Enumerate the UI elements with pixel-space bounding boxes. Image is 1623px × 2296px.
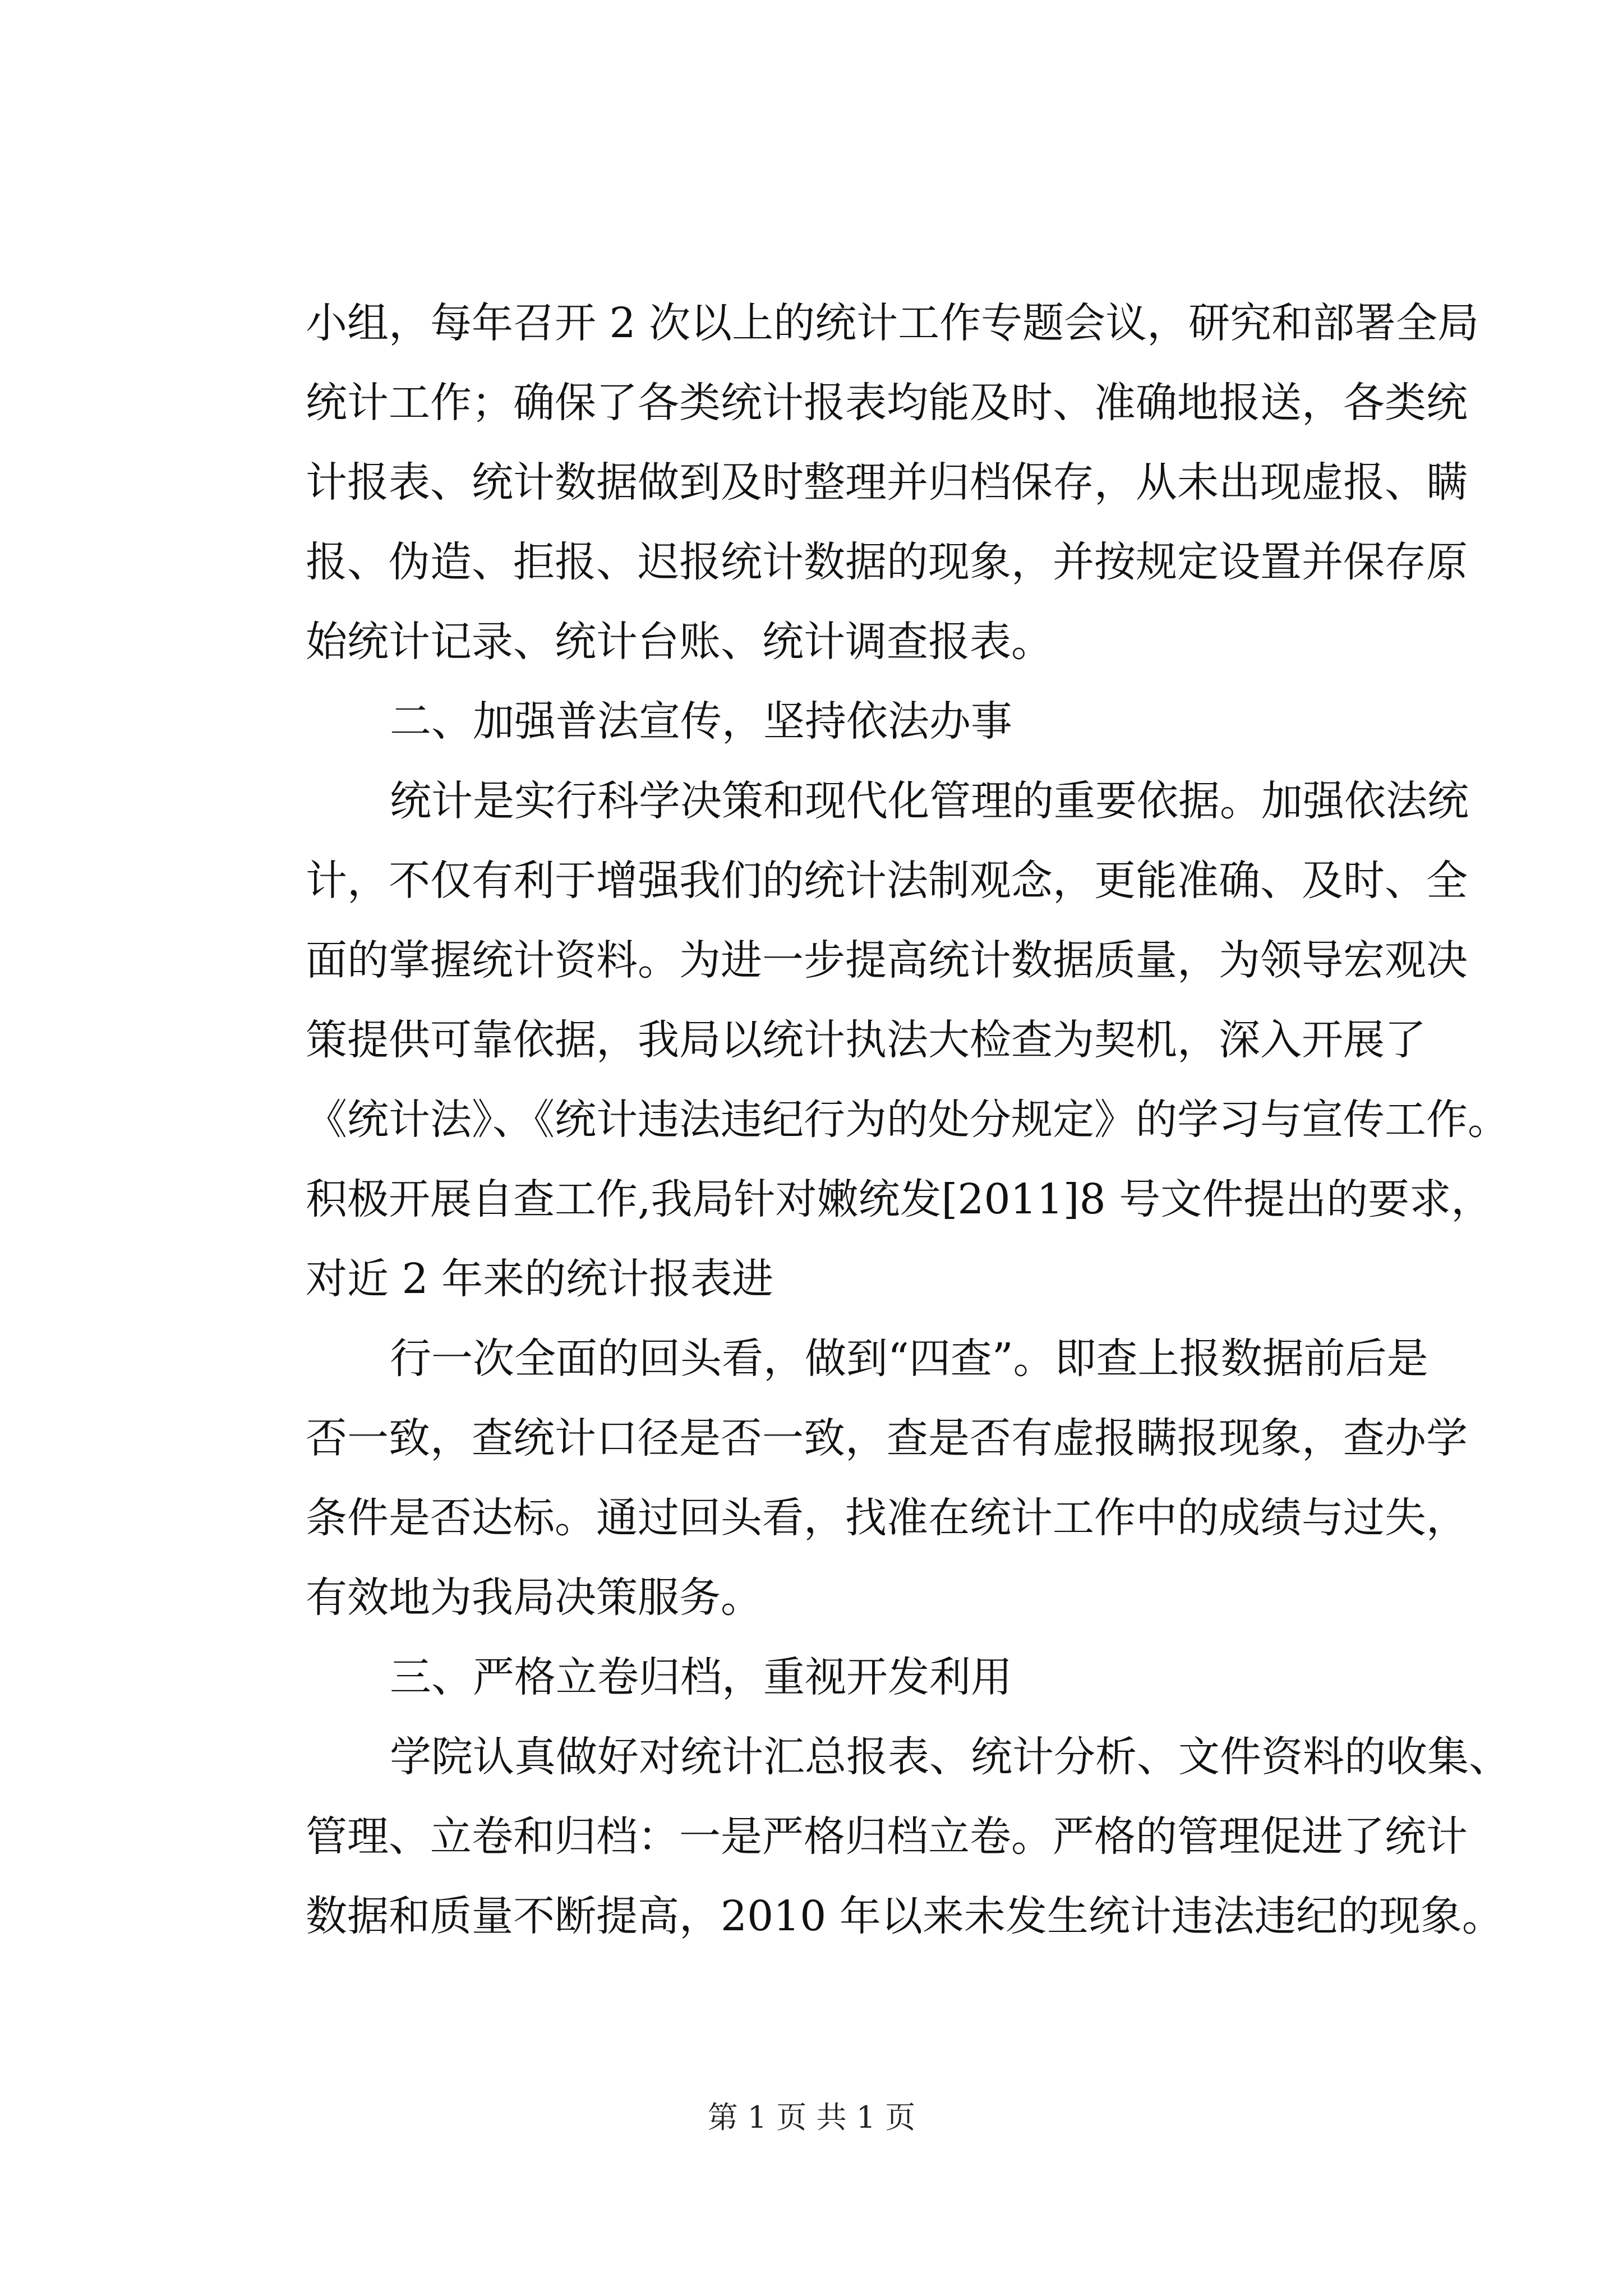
text-line: 数据和质量不断提高，2010 年以来未发生统计违法违纪的现象。: [306, 1892, 1504, 1940]
text-line: 对近 2 年来的统计报表进: [306, 1255, 774, 1303]
text-line: 小组，每年召开 2 次以上的统计工作专题会议，研究和部署全局: [306, 299, 1479, 347]
text-line: 有效地为我局决策服务。: [306, 1573, 762, 1622]
text-line: 《统计法》、《统计违法违纪行为的处分规定》的学习与宣传工作。: [306, 1096, 1509, 1144]
text-line: 策提供可靠依据，我局以统计执法大检查为契机，深入开展了: [306, 1016, 1426, 1064]
text-line: 面的掌握统计资料。为进一步提高统计数据质量，为领导宏观决: [306, 936, 1468, 984]
page-footer: 第 1 页 共 1 页: [707, 2100, 916, 2135]
text-line: 二、加强普法宣传，坚持依法办事: [390, 697, 1012, 746]
text-line: 三、严格立卷归档，重视开发利用: [390, 1653, 1012, 1701]
text-line: 计报表、统计数据做到及时整理并归档保存，从未出现虚报、瞒: [306, 458, 1468, 507]
body-text: [306, 283, 1510, 1956]
text-line: 计，不仅有利于增强我们的统计法制观念，更能准确、及时、全: [306, 857, 1468, 905]
text-line: 报、伪造、拒报、迟报统计数据的现象，并按规定设置并保存原: [306, 538, 1468, 586]
text-line: 条件是否达标。通过回头看，找准在统计工作中的成绩与过失，: [306, 1494, 1468, 1542]
text-line: 积极开展自查工作,我局针对嫩统发[2011]8 号文件提出的要求，: [306, 1175, 1493, 1223]
text-line: 行一次全面的回头看，做到“四查”。即查上报数据前后是: [390, 1335, 1428, 1383]
text-line: 否一致，查统计口径是否一致，查是否有虚报瞒报现象，查办学: [306, 1414, 1468, 1462]
text-line: 管理、立卷和归档：一是严格归档立卷。严格的管理促进了统计: [306, 1812, 1468, 1861]
text-line: 统计是实行科学决策和现代化管理的重要依据。加强依法统: [390, 777, 1469, 825]
text-line: 学院认真做好对统计汇总报表、统计分析、文件资料的收集、: [390, 1733, 1510, 1781]
text-line: 统计工作；确保了各类统计报表均能及时、准确地报送，各类统: [306, 379, 1468, 427]
text-line: 始统计记录、统计台账、统计调查报表。: [306, 618, 1053, 666]
